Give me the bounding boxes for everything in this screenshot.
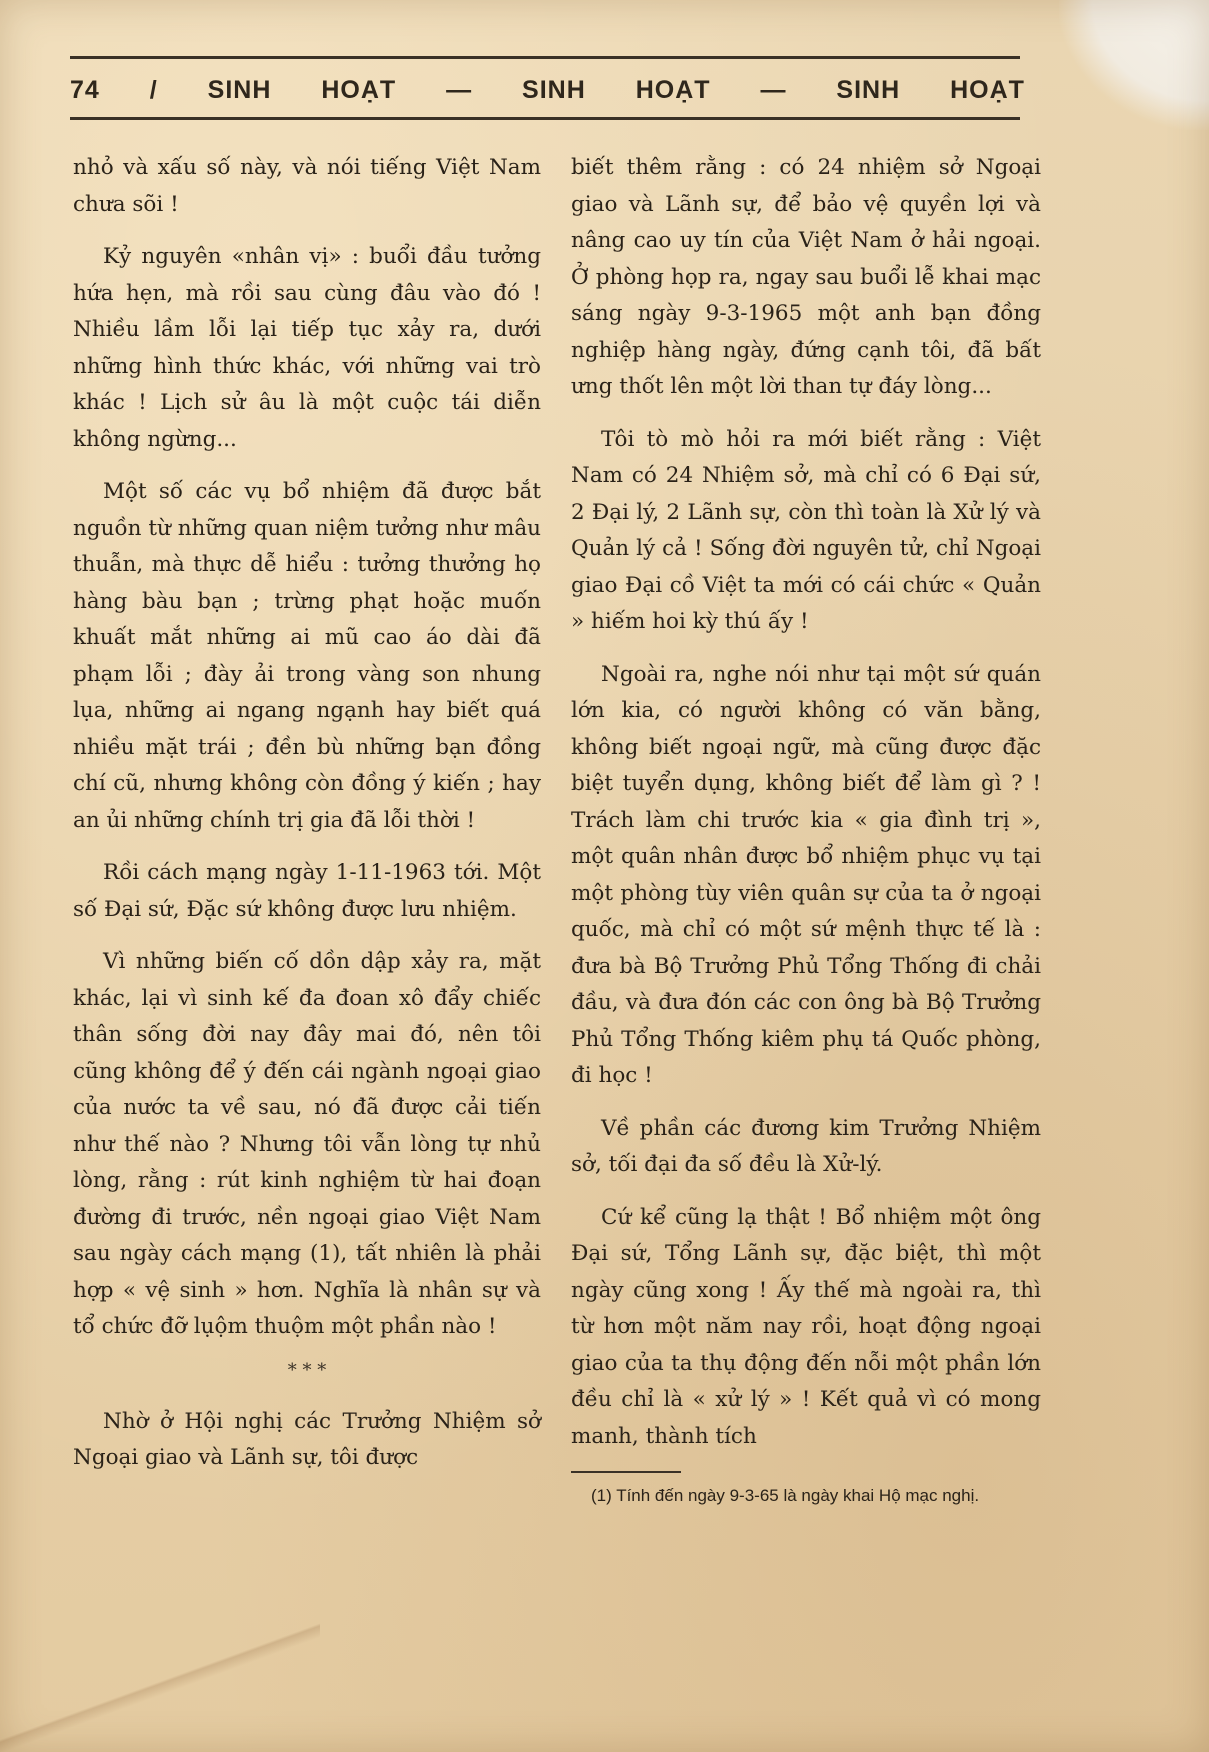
- paragraph: Một số các vụ bổ nhiệm đã được bắt nguồn từ những quan niệm tưởng như mâu thuẫn, mà thực dễ hiểu : tưởng thưởng họ hàng bàu bạn ; trừng phạt hoặc muốn khuất mắt những ai mũ cao áo dài đã phạm lỗi ; đày ải trong vàng son nhung lụa, những ai ngang ngạnh hay biết quá nhiều mặt trái ; đền bù những bạn đồng chí cũ, nhưng không còn đồng ý kiến ; hay an ủi những chính trị gia đã lỗi thời !: [73, 479, 541, 833]
- header-word: HOẠT: [635, 75, 711, 104]
- paragraph: Cứ kể cũng lạ thật ! Bổ nhiệm một ông Đại sứ, Tổng Lãnh sự, đặc biệt, thì một ngày cũng xong ! Ấy thế mà ngoài ra, thì từ hơn một năm nay rồi, hoạt động ngoại giao của ta thụ động đến nỗi một phần lớn đều chỉ là « xử lý » ! Kết quả vì có mong manh, thành tích: [571, 1204, 1041, 1449]
- paragraph: Tôi tò mò hỏi ra mới biết rằng : Việt Nam có 24 Nhiệm sở, mà chỉ có 6 Đại sứ, 2 Đại lý, 2 Lãnh sự, còn thì toàn là Xử lý và Quản lý cả ! Sống đời nguyên tử, chỉ Ngoại giao Đại cồ Việt ta mới có cái chức « Quản » hiếm hoi kỳ thú ấy !: [571, 426, 1041, 634]
- paragraph: Nhờ ở Hội nghị các Trưởng Nhiệm sở Ngoại giao và Lãnh sự, tôi được: [73, 1408, 541, 1470]
- header-rule-top: [70, 56, 1020, 59]
- page-number: 74: [70, 75, 100, 104]
- page-header: [70, 62, 1025, 118]
- header-rule-bottom: [70, 117, 1020, 120]
- header-word: SINH: [207, 75, 272, 104]
- torn-corner: [1059, 0, 1209, 130]
- header-dash: —: [760, 75, 787, 104]
- paragraph: Về phần các đương kim Trưởng Nhiệm sở, tối đại đa số đều là Xử-lý.: [571, 1115, 1041, 1177]
- header-word: SINH: [522, 75, 586, 104]
- header-word: HOẠT: [321, 75, 397, 104]
- right-column: [571, 150, 1041, 1509]
- left-column: [73, 150, 541, 1493]
- footnote: (1) Tính đến ngày 9-3-65 là ngày khai Hộ mạc nghị.: [591, 1486, 980, 1505]
- paragraph: Rồi cách mạng ngày 1-11-1963 tới. Một số Đại sứ, Đặc sứ không được lưu nhiệm.: [73, 860, 541, 922]
- header-slash: /: [149, 75, 158, 104]
- header-word: SINH: [836, 75, 901, 104]
- paragraph: Ngoài ra, nghe nói như tại một sứ quán lớn kia, có người không có văn bằng, không biết ngoại ngữ, mà cũng được đặc biệt tuyển dụng, không biết để làm gì ? ! Trách làm chi trước kia « gia đình trị », một quân nhân được bổ nhiệm phục vụ tại một phòng tùy viên quân sự của ta ở ngoại quốc, mà chỉ có một sứ mệnh thực tế là : đưa bà Bộ Trưởng Phủ Tổng Thống đi chải đầu, và đưa đón các con ông bà Bộ Trưởng Phủ Tổng Thống kiêm phụ tá Quốc phòng, đi học !: [571, 661, 1041, 1088]
- paragraph: biết thêm rằng : có 24 nhiệm sở Ngoại giao và Lãnh sự, để bảo vệ quyền lợi và nâng cao uy tín của Việt Nam ở hải ngoại. Ở phòng họp ra, ngay sau buổi lễ khai mạc sáng ngày 9-3-1965 một anh bạn đồng nghiệp hàng ngày, đứng cạnh tôi, đã bất ưng thốt lên một lời than tự đáy lòng...: [571, 155, 1041, 399]
- paragraph: nhỏ và xấu số này, và nói tiếng Việt Nam chưa sõi !: [73, 155, 541, 217]
- header-dash: —: [446, 75, 473, 104]
- footnote-rule: [571, 1471, 681, 1473]
- paragraph: Vì những biến cố dồn dập xảy ra, mặt khác, lại vì sinh kế đa đoan xô đẩy chiếc thân sống đời nay đây mai đó, nên tôi cũng không để ý đến cái ngành ngoại giao của nước ta về sau, nó đã được cải tiến như thế nào ? Nhưng tôi vẫn lòng tự nhủ lòng, rằng : rút kinh nghiệm từ hai đoạn đường đi trước, nền ngoại giao Việt Nam sau ngày cách mạng (1), tất nhiên là phải hợp « vệ sinh » hơn. Nghĩa là nhân sự và tổ chức đỡ lụộm thuộm một phần nào !: [73, 949, 541, 1339]
- section-separator: * * *: [287, 1359, 327, 1381]
- header-word: HOẠT: [950, 75, 1025, 104]
- paragraph: Kỷ nguyên «nhân vị» : buổi đầu tưởng hứa hẹn, mà rồi sau cùng đâu vào đó ! Nhiều lầm lỗi lại tiếp tục xảy ra, dưới những hình thức khác, với những vai trò khác ! Lịch sử âu là một cuộc tái diễn không ngừng...: [73, 244, 541, 452]
- folded-corner: [0, 1582, 320, 1752]
